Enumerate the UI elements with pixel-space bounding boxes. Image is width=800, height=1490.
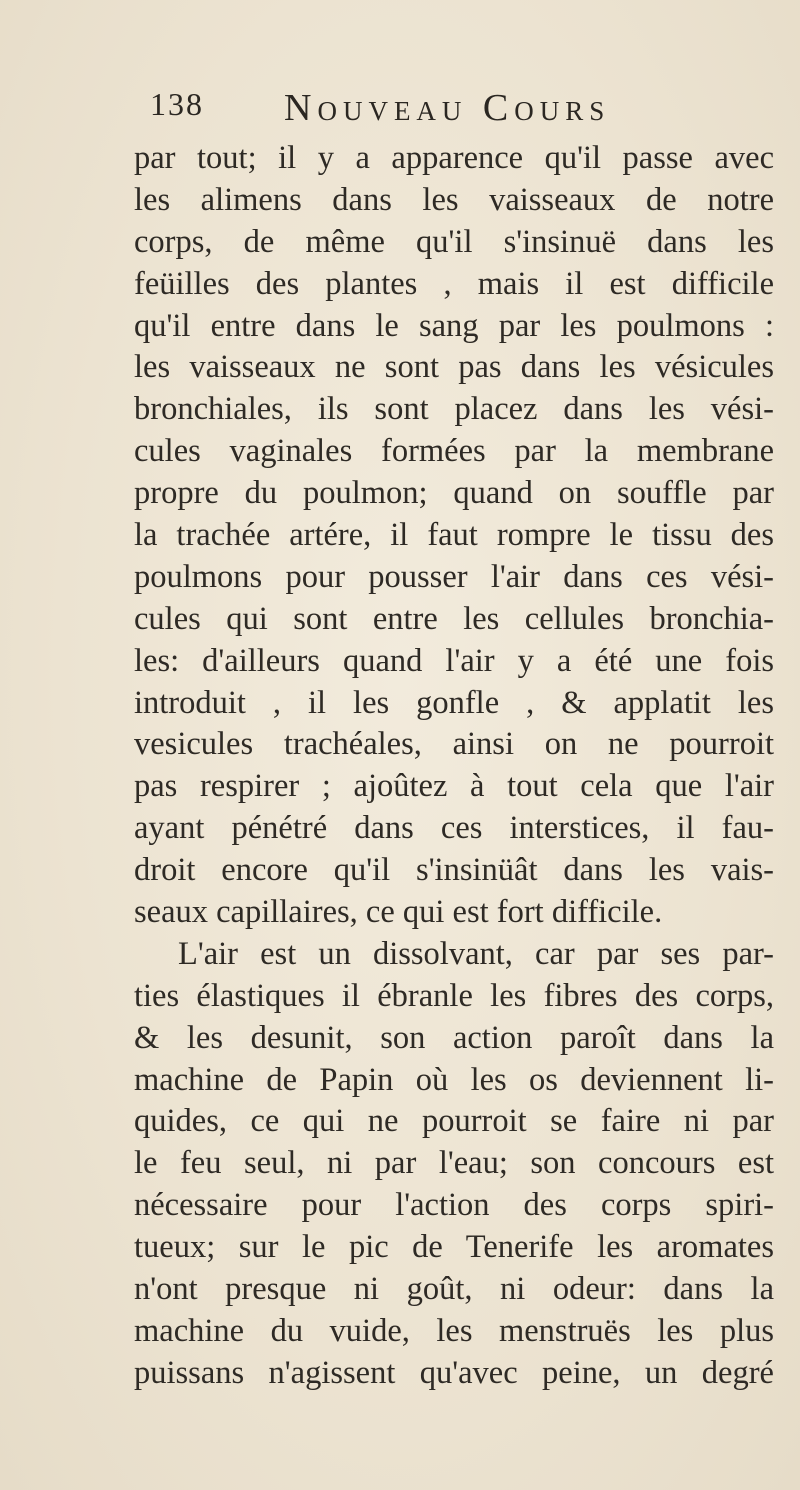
body-text <box>134 138 774 1395</box>
text-line: L'air est un dissolvant, car par ses par- <box>178 935 774 972</box>
text-line: les alimens dans les vaisseaux de notre <box>134 181 774 218</box>
paragraph <box>134 138 774 934</box>
text-line: vesicules trachéales, ainsi on ne pourroit <box>134 726 774 763</box>
text-line: introduit , il les gonfle , & applatit les <box>134 684 774 721</box>
text-line: cules qui sont entre les cellules bronchia- <box>134 600 774 637</box>
text-line: puissans n'agissent qu'avec peine, un degré <box>134 1354 774 1391</box>
text-line: droit encore qu'il s'insinüât dans les vais- <box>134 852 774 889</box>
text-line: tueux; sur le pic de Tenerife les aromates <box>134 1229 774 1266</box>
page-number: 138 <box>150 86 204 122</box>
text-line: n'ont presque ni goût, ni odeur: dans la <box>134 1271 774 1308</box>
text-line: nécessaire pour l'action des corps spiri- <box>134 1187 774 1224</box>
text-line: quides, ce qui ne pourroit se faire ni par <box>134 1103 774 1140</box>
text-line: ties élastiques il ébranle les fibres des corps, <box>134 977 774 1014</box>
text-line: par tout; il y a apparence qu'il passe avec <box>134 140 774 176</box>
text-line: qu'il entre dans le sang par les poulmons : <box>134 307 774 344</box>
text-line: la trachée artére, il faut rompre le tissu des <box>134 517 774 554</box>
text-line: feüilles des plantes , mais il est difficile <box>134 265 774 302</box>
paragraph <box>134 934 774 1395</box>
text-line: & les desunit, son action paroît dans la <box>134 1019 774 1056</box>
text-line: les: d'ailleurs quand l'air y a été une fois <box>134 642 774 679</box>
text-line: propre du poulmon; quand on souffle par <box>134 475 774 512</box>
text-line: pas respirer ; ajoûtez à tout cela que l'air <box>134 768 774 805</box>
page-header <box>150 86 710 138</box>
text-line: machine du vuide, les menstruës les plus <box>134 1312 774 1349</box>
text-line: seaux capillaires, ce qui est fort difficile. <box>134 894 663 931</box>
text-line: corps, de même qu'il s'insinuë dans les <box>134 223 774 260</box>
text-line: poulmons pour pousser l'air dans ces vési- <box>134 558 774 595</box>
text-line: cules vaginales formées par la membrane <box>134 433 774 470</box>
text-line: bronchiales, ils sont placez dans les vési- <box>134 391 774 428</box>
text-line: le feu seul, ni par l'eau; son concours est <box>134 1145 774 1182</box>
text-line: les vaisseaux ne sont pas dans les vésicules <box>134 349 774 386</box>
text-line: ayant pénétré dans ces interstices, il fau- <box>134 810 774 847</box>
text-line: machine de Papin où les os deviennent li- <box>134 1061 774 1098</box>
running-title: Nouveau Cours <box>284 87 611 129</box>
